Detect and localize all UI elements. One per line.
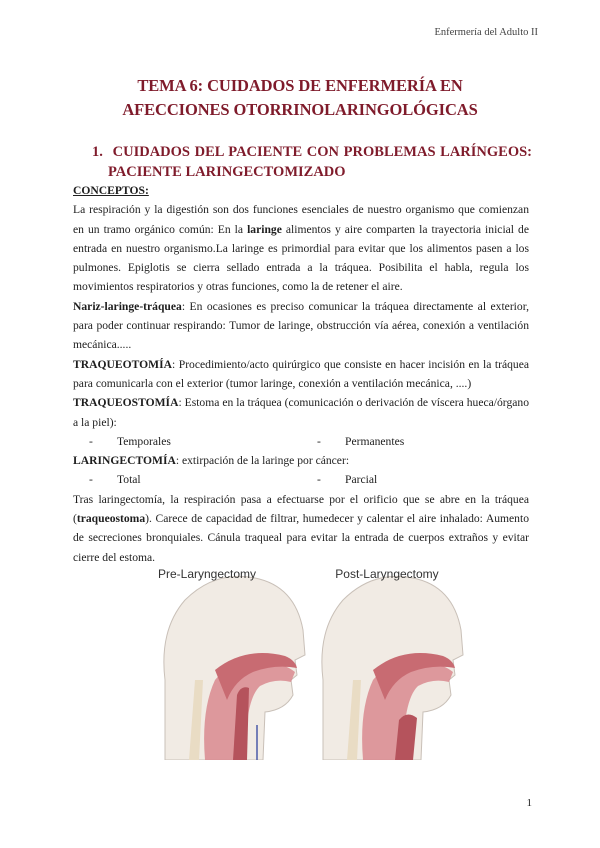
concepts-heading: CONCEPTOS:: [73, 184, 149, 197]
laryngectomy-illustration: [145, 560, 465, 760]
section-heading-line-2: PACIENTE LARINGECTOMIZADO: [108, 164, 346, 180]
section-title-1: CUIDADOS DEL PACIENTE CON PROBLEMAS LARÍNGEOS:: [112, 144, 533, 160]
title-line-1: TEMA 6: CUIDADOS DE ENFERMERÍA EN: [137, 76, 463, 95]
laringectomia-paragraph: [73, 451, 529, 470]
tras-text-2: ). Carece de capacidad de filtrar, humedecer y calentar el aire inhalado: Aumento de secreciones bronquiales. Cánula traqueal para evitar la entrada de cuerpos extraños y evitar cierre del estoma.: [73, 512, 529, 564]
list-item-label: Temporales: [117, 434, 171, 448]
intro-bold: laringe: [247, 222, 282, 236]
traqueotomia-text: : Procedimiento/acto quirúrgico que consiste en hacer incisión en la tráquea para comunicarla con el exterior (tumor laringe, conexión a ventilación mecánica, ....): [73, 357, 529, 390]
list-item: - Permanentes: [317, 434, 405, 448]
list-item: - Total: [89, 473, 141, 487]
nariz-term: Nariz-laringe-tráquea: [73, 299, 182, 313]
title-line-2: AFECCIONES OTORRINOLARINGOLÓGICAS: [122, 100, 478, 119]
traqueostomia-list: [73, 432, 529, 451]
list-item-label: Permanentes: [345, 434, 405, 448]
pre-laryngectomy-title: Pre-Laryngectomy: [157, 567, 257, 581]
tras-paragraph: [73, 490, 529, 567]
list-item: - Parcial: [317, 473, 378, 487]
traqueostomia-text: : Estoma en la tráquea (comunicación o derivación de víscera hueca/órgano a la piel):: [73, 396, 529, 429]
tras-text-1: Tras laringectomía, la respiración pasa a efectuarse por el orificio que se abre en la tráquea (: [73, 492, 529, 526]
laringectomia-text: : extirpación de la laringe por cáncer:: [175, 454, 350, 468]
intro-text-1: La respiración y la digestión son dos funciones esenciales de nuestro organismo que comienzan en un tramo orgánico común: En la: [73, 203, 529, 236]
traqueostomia-term: TRAQUEOSTOMÍA: [73, 396, 179, 410]
post-laryngectomy-title: Post-Laryngectomy: [335, 567, 439, 581]
list-item: - Temporales: [89, 434, 171, 448]
list-item-label: Total: [117, 473, 141, 487]
intro-text-2: alimentos y aire comparten la trayectoria inicial de entrada en nuestro organismo.La laringe es primordial para evitar que los alimentos pasen a los pulmones. Epiglotis se cierra sellado entrada a la tráquea. Posibilita el habla, regula los movimientos respiratorios y otras funciones, como la de retener el aire.: [73, 222, 529, 294]
traqueostomia-paragraph: [73, 393, 529, 432]
document-title: [0, 74, 600, 122]
laringectomia-term: LARINGECTOMÍA: [73, 454, 176, 468]
nariz-paragraph: [73, 297, 529, 355]
section-heading-line-1: [92, 142, 532, 162]
nariz-text: : En ocasiones es preciso comunicar la tráquea directamente al exterior, para poder continuar respirando: Tumor de laringe, obstrucción vía aérea, conexión a ventilación mecánica.....: [73, 299, 529, 352]
pre-laryngectomy-panel: [164, 576, 305, 760]
traqueotomia-paragraph: [73, 355, 529, 394]
post-laryngectomy-panel: [322, 576, 463, 760]
page-number: 1: [526, 797, 532, 809]
section-heading: [92, 142, 532, 182]
running-header: Enfermería del Adulto II: [434, 27, 538, 38]
list-item-label: Parcial: [345, 473, 378, 487]
intro-paragraph: [73, 200, 529, 296]
tras-bold: traqueostoma: [76, 512, 146, 526]
body-text: [73, 181, 529, 567]
traqueotomia-term: TRAQUEOTOMÍA: [73, 357, 172, 371]
laringectomia-list: [73, 470, 529, 489]
anatomy-figure: [145, 560, 465, 760]
section-number: 1.: [92, 144, 103, 160]
